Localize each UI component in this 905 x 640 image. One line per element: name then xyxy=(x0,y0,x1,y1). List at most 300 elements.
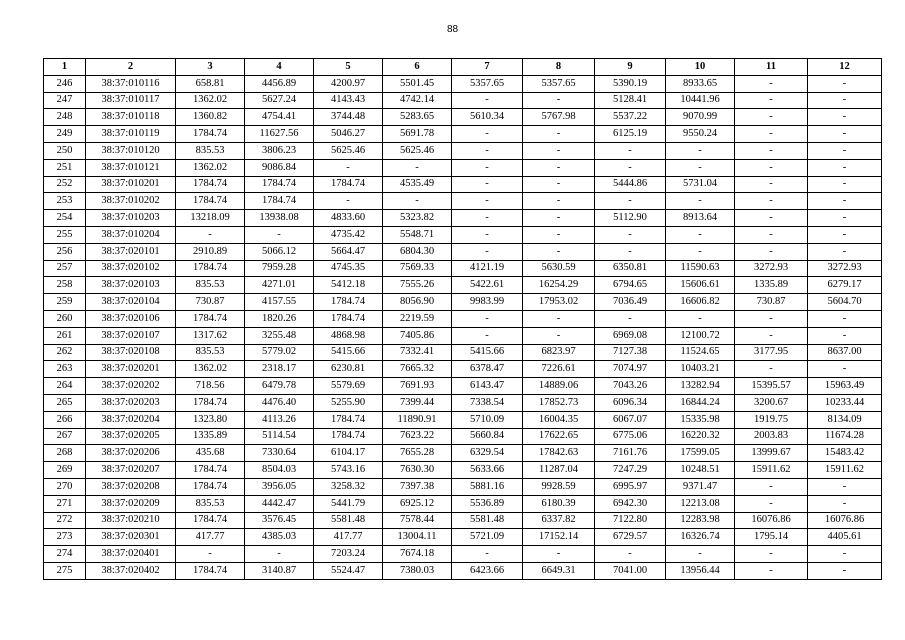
table-cell: 255 xyxy=(44,226,86,243)
table-cell: 261 xyxy=(44,327,86,344)
table-cell: 38:37:020202 xyxy=(86,378,176,395)
table-cell: - xyxy=(808,159,882,176)
table-cell: 5579.69 xyxy=(314,378,383,395)
column-header: 2 xyxy=(86,59,176,76)
table-cell: - xyxy=(523,176,595,193)
table-cell: 9983.99 xyxy=(452,294,523,311)
table-cell: 267 xyxy=(44,428,86,445)
table-cell: - xyxy=(452,310,523,327)
table-cell: 256 xyxy=(44,243,86,260)
table-cell: 6423.66 xyxy=(452,562,523,579)
table-cell: 5441.79 xyxy=(314,495,383,512)
table-cell: 275 xyxy=(44,562,86,579)
table-cell: 6279.17 xyxy=(808,277,882,294)
table-cell: 16844.24 xyxy=(666,394,735,411)
table-cell: 6823.97 xyxy=(523,344,595,361)
table-cell: - xyxy=(735,176,808,193)
table-cell: 3140.87 xyxy=(245,562,314,579)
table-cell: 38:37:010121 xyxy=(86,159,176,176)
table-cell: - xyxy=(452,327,523,344)
table-cell: 6180.39 xyxy=(523,495,595,512)
table-row xyxy=(44,243,882,260)
table-cell: 38:37:010116 xyxy=(86,75,176,92)
table-cell: 718.56 xyxy=(176,378,245,395)
table-cell: 4385.03 xyxy=(245,529,314,546)
table-cell: 6942.30 xyxy=(595,495,666,512)
table-cell: - xyxy=(808,478,882,495)
table-cell: 259 xyxy=(44,294,86,311)
table-cell: 6649.31 xyxy=(523,562,595,579)
table-cell: 247 xyxy=(44,92,86,109)
table-row xyxy=(44,159,882,176)
table-cell: 5581.48 xyxy=(314,512,383,529)
table-cell: 5415.66 xyxy=(452,344,523,361)
table-cell: 38:37:020209 xyxy=(86,495,176,512)
table-cell: - xyxy=(595,310,666,327)
table-cell: 6995.97 xyxy=(595,478,666,495)
table-cell: 7041.00 xyxy=(595,562,666,579)
table-row xyxy=(44,546,882,563)
table-row xyxy=(44,310,882,327)
table-cell: 38:37:020301 xyxy=(86,529,176,546)
column-header: 4 xyxy=(245,59,314,76)
table-cell: 15335.98 xyxy=(666,411,735,428)
table-cell: 1335.89 xyxy=(176,428,245,445)
table-cell: 1784.74 xyxy=(176,126,245,143)
table-cell: 15606.61 xyxy=(666,277,735,294)
table-cell: 7397.38 xyxy=(383,478,452,495)
table-cell: - xyxy=(595,226,666,243)
table-cell: 4754.41 xyxy=(245,109,314,126)
table-cell: 2910.89 xyxy=(176,243,245,260)
column-header: 1 xyxy=(44,59,86,76)
table-cell: 7630.30 xyxy=(383,462,452,479)
table-cell: 5066.12 xyxy=(245,243,314,260)
table-cell: - xyxy=(735,92,808,109)
table-cell: 7036.49 xyxy=(595,294,666,311)
table-cell: 38:37:010204 xyxy=(86,226,176,243)
table-cell: 1362.02 xyxy=(176,159,245,176)
table-cell: 6125.19 xyxy=(595,126,666,143)
table-cell: - xyxy=(595,243,666,260)
table-cell: 4442.47 xyxy=(245,495,314,512)
table-cell: 1317.62 xyxy=(176,327,245,344)
table-cell: - xyxy=(523,243,595,260)
table-cell: 271 xyxy=(44,495,86,512)
table-row xyxy=(44,294,882,311)
table-cell: 17152.14 xyxy=(523,529,595,546)
table-row xyxy=(44,495,882,512)
table-cell: 2219.59 xyxy=(383,310,452,327)
table-cell: - xyxy=(176,546,245,563)
table-cell: 11890.91 xyxy=(383,411,452,428)
table-cell: 9928.59 xyxy=(523,478,595,495)
table-cell: 658.81 xyxy=(176,75,245,92)
table-cell: 1784.74 xyxy=(314,310,383,327)
table-cell: 5114.54 xyxy=(245,428,314,445)
table-cell: 5743.16 xyxy=(314,462,383,479)
table-cell: 5604.70 xyxy=(808,294,882,311)
table-cell: 38:37:020204 xyxy=(86,411,176,428)
table-cell: 2003.83 xyxy=(735,428,808,445)
table-cell: - xyxy=(735,361,808,378)
table-cell: 13218.09 xyxy=(176,210,245,227)
table-cell: 1784.74 xyxy=(176,562,245,579)
data-table xyxy=(43,58,882,580)
table-row xyxy=(44,327,882,344)
table-cell: 1784.74 xyxy=(176,478,245,495)
table-cell: 835.53 xyxy=(176,344,245,361)
table-cell: 4476.40 xyxy=(245,394,314,411)
table-cell: 1784.74 xyxy=(176,176,245,193)
table-cell: 38:37:020108 xyxy=(86,344,176,361)
table-cell: - xyxy=(523,327,595,344)
table-row xyxy=(44,378,882,395)
table-cell: 38:37:020206 xyxy=(86,445,176,462)
table-cell: - xyxy=(452,193,523,210)
page-number: 88 xyxy=(446,24,459,35)
table-cell: 5412.18 xyxy=(314,277,383,294)
table-cell: - xyxy=(452,126,523,143)
table-cell: 3272.93 xyxy=(735,260,808,277)
column-header: 6 xyxy=(383,59,452,76)
table-cell: 15483.42 xyxy=(808,445,882,462)
table-cell: 16004.35 xyxy=(523,411,595,428)
table-cell: 15963.49 xyxy=(808,378,882,395)
table-cell: 7203.24 xyxy=(314,546,383,563)
table-cell: 258 xyxy=(44,277,86,294)
table-row xyxy=(44,142,882,159)
table-cell: 38:37:010202 xyxy=(86,193,176,210)
table-cell: 4121.19 xyxy=(452,260,523,277)
table-cell: 13938.08 xyxy=(245,210,314,227)
table-cell: 7338.54 xyxy=(452,394,523,411)
table-cell: 4143.43 xyxy=(314,92,383,109)
table-cell: 4535.49 xyxy=(383,176,452,193)
table-cell: - xyxy=(666,243,735,260)
table-cell: 16076.86 xyxy=(808,512,882,529)
table-cell: - xyxy=(452,159,523,176)
table-cell: 6350.81 xyxy=(595,260,666,277)
table-cell: - xyxy=(808,243,882,260)
table-cell: - xyxy=(808,226,882,243)
table-cell: 5630.59 xyxy=(523,260,595,277)
table-cell: 835.53 xyxy=(176,495,245,512)
table-cell: 17852.73 xyxy=(523,394,595,411)
table-cell: 38:37:020210 xyxy=(86,512,176,529)
table-cell: 4456.89 xyxy=(245,75,314,92)
table-cell: - xyxy=(314,159,383,176)
table-cell: - xyxy=(176,226,245,243)
table-cell: 248 xyxy=(44,109,86,126)
table-cell: 250 xyxy=(44,142,86,159)
column-header: 9 xyxy=(595,59,666,76)
table-cell: 1784.74 xyxy=(314,428,383,445)
table-cell: 5501.45 xyxy=(383,75,452,92)
table-cell: 1784.74 xyxy=(176,394,245,411)
table-cell: 12100.72 xyxy=(666,327,735,344)
table-cell: - xyxy=(383,193,452,210)
table-cell: 10233.44 xyxy=(808,394,882,411)
table-cell: - xyxy=(808,75,882,92)
table-cell: - xyxy=(808,92,882,109)
table-cell: 4735.42 xyxy=(314,226,383,243)
table-body xyxy=(44,75,882,579)
table-cell: 252 xyxy=(44,176,86,193)
table-cell: - xyxy=(523,92,595,109)
table-cell: 1362.02 xyxy=(176,361,245,378)
table-cell: 38:37:010117 xyxy=(86,92,176,109)
header-row xyxy=(44,59,882,76)
table-cell: 8056.90 xyxy=(383,294,452,311)
table-cell: 5691.78 xyxy=(383,126,452,143)
column-header: 12 xyxy=(808,59,882,76)
table-cell: 5779.02 xyxy=(245,344,314,361)
table-cell: 1784.74 xyxy=(314,176,383,193)
table-cell: 4405.61 xyxy=(808,529,882,546)
table-cell: 9086.84 xyxy=(245,159,314,176)
table-cell: 257 xyxy=(44,260,86,277)
table-cell: 3258.32 xyxy=(314,478,383,495)
table-row xyxy=(44,126,882,143)
table-cell: - xyxy=(735,142,808,159)
table-cell: 435.68 xyxy=(176,445,245,462)
table-row xyxy=(44,562,882,579)
table-cell: 3255.48 xyxy=(245,327,314,344)
table-cell: 7122.80 xyxy=(595,512,666,529)
table-cell: 6378.47 xyxy=(452,361,523,378)
column-header: 3 xyxy=(176,59,245,76)
table-cell: - xyxy=(523,210,595,227)
table-cell: 7380.03 xyxy=(383,562,452,579)
table-cell: 12213.08 xyxy=(666,495,735,512)
table-cell: 3272.93 xyxy=(808,260,882,277)
table-cell: - xyxy=(666,546,735,563)
table-cell: 10403.21 xyxy=(666,361,735,378)
table-cell: 38:37:020107 xyxy=(86,327,176,344)
table-row xyxy=(44,109,882,126)
table-cell: 5633.66 xyxy=(452,462,523,479)
table-cell: - xyxy=(314,193,383,210)
table-cell: - xyxy=(808,361,882,378)
table-row xyxy=(44,394,882,411)
table-cell: 7959.28 xyxy=(245,260,314,277)
table-cell: 5731.04 xyxy=(666,176,735,193)
table-cell: 274 xyxy=(44,546,86,563)
table-cell: - xyxy=(245,226,314,243)
table-cell: 11287.04 xyxy=(523,462,595,479)
table-cell: 17622.65 xyxy=(523,428,595,445)
table-cell: 7674.18 xyxy=(383,546,452,563)
table-cell: 38:37:020208 xyxy=(86,478,176,495)
table-cell: 6329.54 xyxy=(452,445,523,462)
table-cell: 7623.22 xyxy=(383,428,452,445)
table-cell: 6337.82 xyxy=(523,512,595,529)
table-cell: 1784.74 xyxy=(176,310,245,327)
table-cell: - xyxy=(452,210,523,227)
table-row xyxy=(44,478,882,495)
table-cell: 38:37:020102 xyxy=(86,260,176,277)
table-row xyxy=(44,462,882,479)
table-cell: - xyxy=(735,310,808,327)
table-cell: 6794.65 xyxy=(595,277,666,294)
table-cell: 3200.67 xyxy=(735,394,808,411)
table-cell: 10248.51 xyxy=(666,462,735,479)
table-cell: - xyxy=(245,546,314,563)
table-cell: 3744.48 xyxy=(314,109,383,126)
table-row xyxy=(44,529,882,546)
table-cell: - xyxy=(735,109,808,126)
table-cell: 266 xyxy=(44,411,86,428)
table-cell: 5415.66 xyxy=(314,344,383,361)
table-cell: 38:37:020207 xyxy=(86,462,176,479)
table-cell: - xyxy=(808,210,882,227)
table-cell: 253 xyxy=(44,193,86,210)
table-cell: 417.77 xyxy=(176,529,245,546)
table-cell: - xyxy=(666,159,735,176)
table-cell: 1335.89 xyxy=(735,277,808,294)
table-cell: 17599.05 xyxy=(666,445,735,462)
table-cell: 13999.67 xyxy=(735,445,808,462)
table-cell: 265 xyxy=(44,394,86,411)
table-cell: 1919.75 xyxy=(735,411,808,428)
table-cell: 1784.74 xyxy=(245,176,314,193)
table-cell: 251 xyxy=(44,159,86,176)
table-cell: 38:37:020201 xyxy=(86,361,176,378)
table-cell: - xyxy=(808,310,882,327)
table-cell: 7555.26 xyxy=(383,277,452,294)
table-cell: 5537.22 xyxy=(595,109,666,126)
table-cell: 1820.26 xyxy=(245,310,314,327)
table-cell: 263 xyxy=(44,361,86,378)
table-cell: 1362.02 xyxy=(176,92,245,109)
table-cell: 1784.74 xyxy=(314,411,383,428)
table-cell: 4868.98 xyxy=(314,327,383,344)
table-cell: - xyxy=(666,226,735,243)
table-cell: 38:37:010119 xyxy=(86,126,176,143)
table-row xyxy=(44,512,882,529)
table-row xyxy=(44,226,882,243)
table-cell: 4745.35 xyxy=(314,260,383,277)
table-cell: - xyxy=(735,546,808,563)
table-cell: 5710.09 xyxy=(452,411,523,428)
table-cell: 5767.98 xyxy=(523,109,595,126)
table-cell: 264 xyxy=(44,378,86,395)
table-cell: - xyxy=(735,210,808,227)
table-cell: 38:37:010118 xyxy=(86,109,176,126)
table-cell: 5128.41 xyxy=(595,92,666,109)
table-cell: 1360.82 xyxy=(176,109,245,126)
table-cell: 14889.06 xyxy=(523,378,595,395)
table-cell: 7665.32 xyxy=(383,361,452,378)
table-cell: 8933.65 xyxy=(666,75,735,92)
table-cell: 272 xyxy=(44,512,86,529)
table-cell: 16254.29 xyxy=(523,277,595,294)
table-cell: 38:37:010201 xyxy=(86,176,176,193)
column-header: 11 xyxy=(735,59,808,76)
table-cell: 262 xyxy=(44,344,86,361)
table-cell: 7043.26 xyxy=(595,378,666,395)
table-cell: 16606.82 xyxy=(666,294,735,311)
table-row xyxy=(44,75,882,92)
table-cell: 38:37:010120 xyxy=(86,142,176,159)
table-cell: 6104.17 xyxy=(314,445,383,462)
table-cell: 6775.06 xyxy=(595,428,666,445)
table-cell: - xyxy=(452,92,523,109)
table-cell: 5444.86 xyxy=(595,176,666,193)
table-cell: - xyxy=(808,142,882,159)
table-cell: 5283.65 xyxy=(383,109,452,126)
table-cell: 38:37:010203 xyxy=(86,210,176,227)
table-row xyxy=(44,176,882,193)
table-cell: 249 xyxy=(44,126,86,143)
table-cell: 3576.45 xyxy=(245,512,314,529)
table-cell: 8134.09 xyxy=(808,411,882,428)
table-cell: 5610.34 xyxy=(452,109,523,126)
table-cell: 17842.63 xyxy=(523,445,595,462)
table-cell: - xyxy=(595,142,666,159)
table-cell: 7578.44 xyxy=(383,512,452,529)
table-cell: 5422.61 xyxy=(452,277,523,294)
table-cell: 7226.61 xyxy=(523,361,595,378)
table-row xyxy=(44,260,882,277)
table-cell: 1784.74 xyxy=(176,193,245,210)
table-cell: - xyxy=(523,159,595,176)
table-row xyxy=(44,445,882,462)
table-row xyxy=(44,344,882,361)
table-cell: - xyxy=(808,193,882,210)
table-cell: 7691.93 xyxy=(383,378,452,395)
table-cell: 38:37:020203 xyxy=(86,394,176,411)
table-cell: 13004.11 xyxy=(383,529,452,546)
table-cell: 5046.27 xyxy=(314,126,383,143)
table-cell: 4200.97 xyxy=(314,75,383,92)
table-cell: - xyxy=(666,142,735,159)
table-cell: 7161.76 xyxy=(595,445,666,462)
table-cell: 1795.14 xyxy=(735,529,808,546)
table-cell: 11627.56 xyxy=(245,126,314,143)
table-row xyxy=(44,411,882,428)
table-cell: 730.87 xyxy=(176,294,245,311)
table-cell: - xyxy=(523,193,595,210)
table-cell: - xyxy=(452,243,523,260)
table-cell: 10441.96 xyxy=(666,92,735,109)
table-cell: 6479.78 xyxy=(245,378,314,395)
table-cell: 5390.19 xyxy=(595,75,666,92)
table-cell: 5357.65 xyxy=(452,75,523,92)
table-cell: - xyxy=(735,193,808,210)
table-cell: - xyxy=(523,126,595,143)
table-cell: 7569.33 xyxy=(383,260,452,277)
table-cell: 9070.99 xyxy=(666,109,735,126)
table-cell: - xyxy=(452,226,523,243)
table-cell: 269 xyxy=(44,462,86,479)
table-cell: - xyxy=(452,142,523,159)
table-cell: 9371.47 xyxy=(666,478,735,495)
table-cell: - xyxy=(808,176,882,193)
table-cell: 260 xyxy=(44,310,86,327)
table-cell: 6729.57 xyxy=(595,529,666,546)
table-cell: 1323.80 xyxy=(176,411,245,428)
table-cell: 38:37:020104 xyxy=(86,294,176,311)
table-cell: 38:37:020103 xyxy=(86,277,176,294)
table-cell: 3956.05 xyxy=(245,478,314,495)
table-cell: - xyxy=(808,495,882,512)
table-cell: 4113.26 xyxy=(245,411,314,428)
table-cell: 6969.08 xyxy=(595,327,666,344)
table-cell: 7330.64 xyxy=(245,445,314,462)
table-cell: 5625.46 xyxy=(383,142,452,159)
